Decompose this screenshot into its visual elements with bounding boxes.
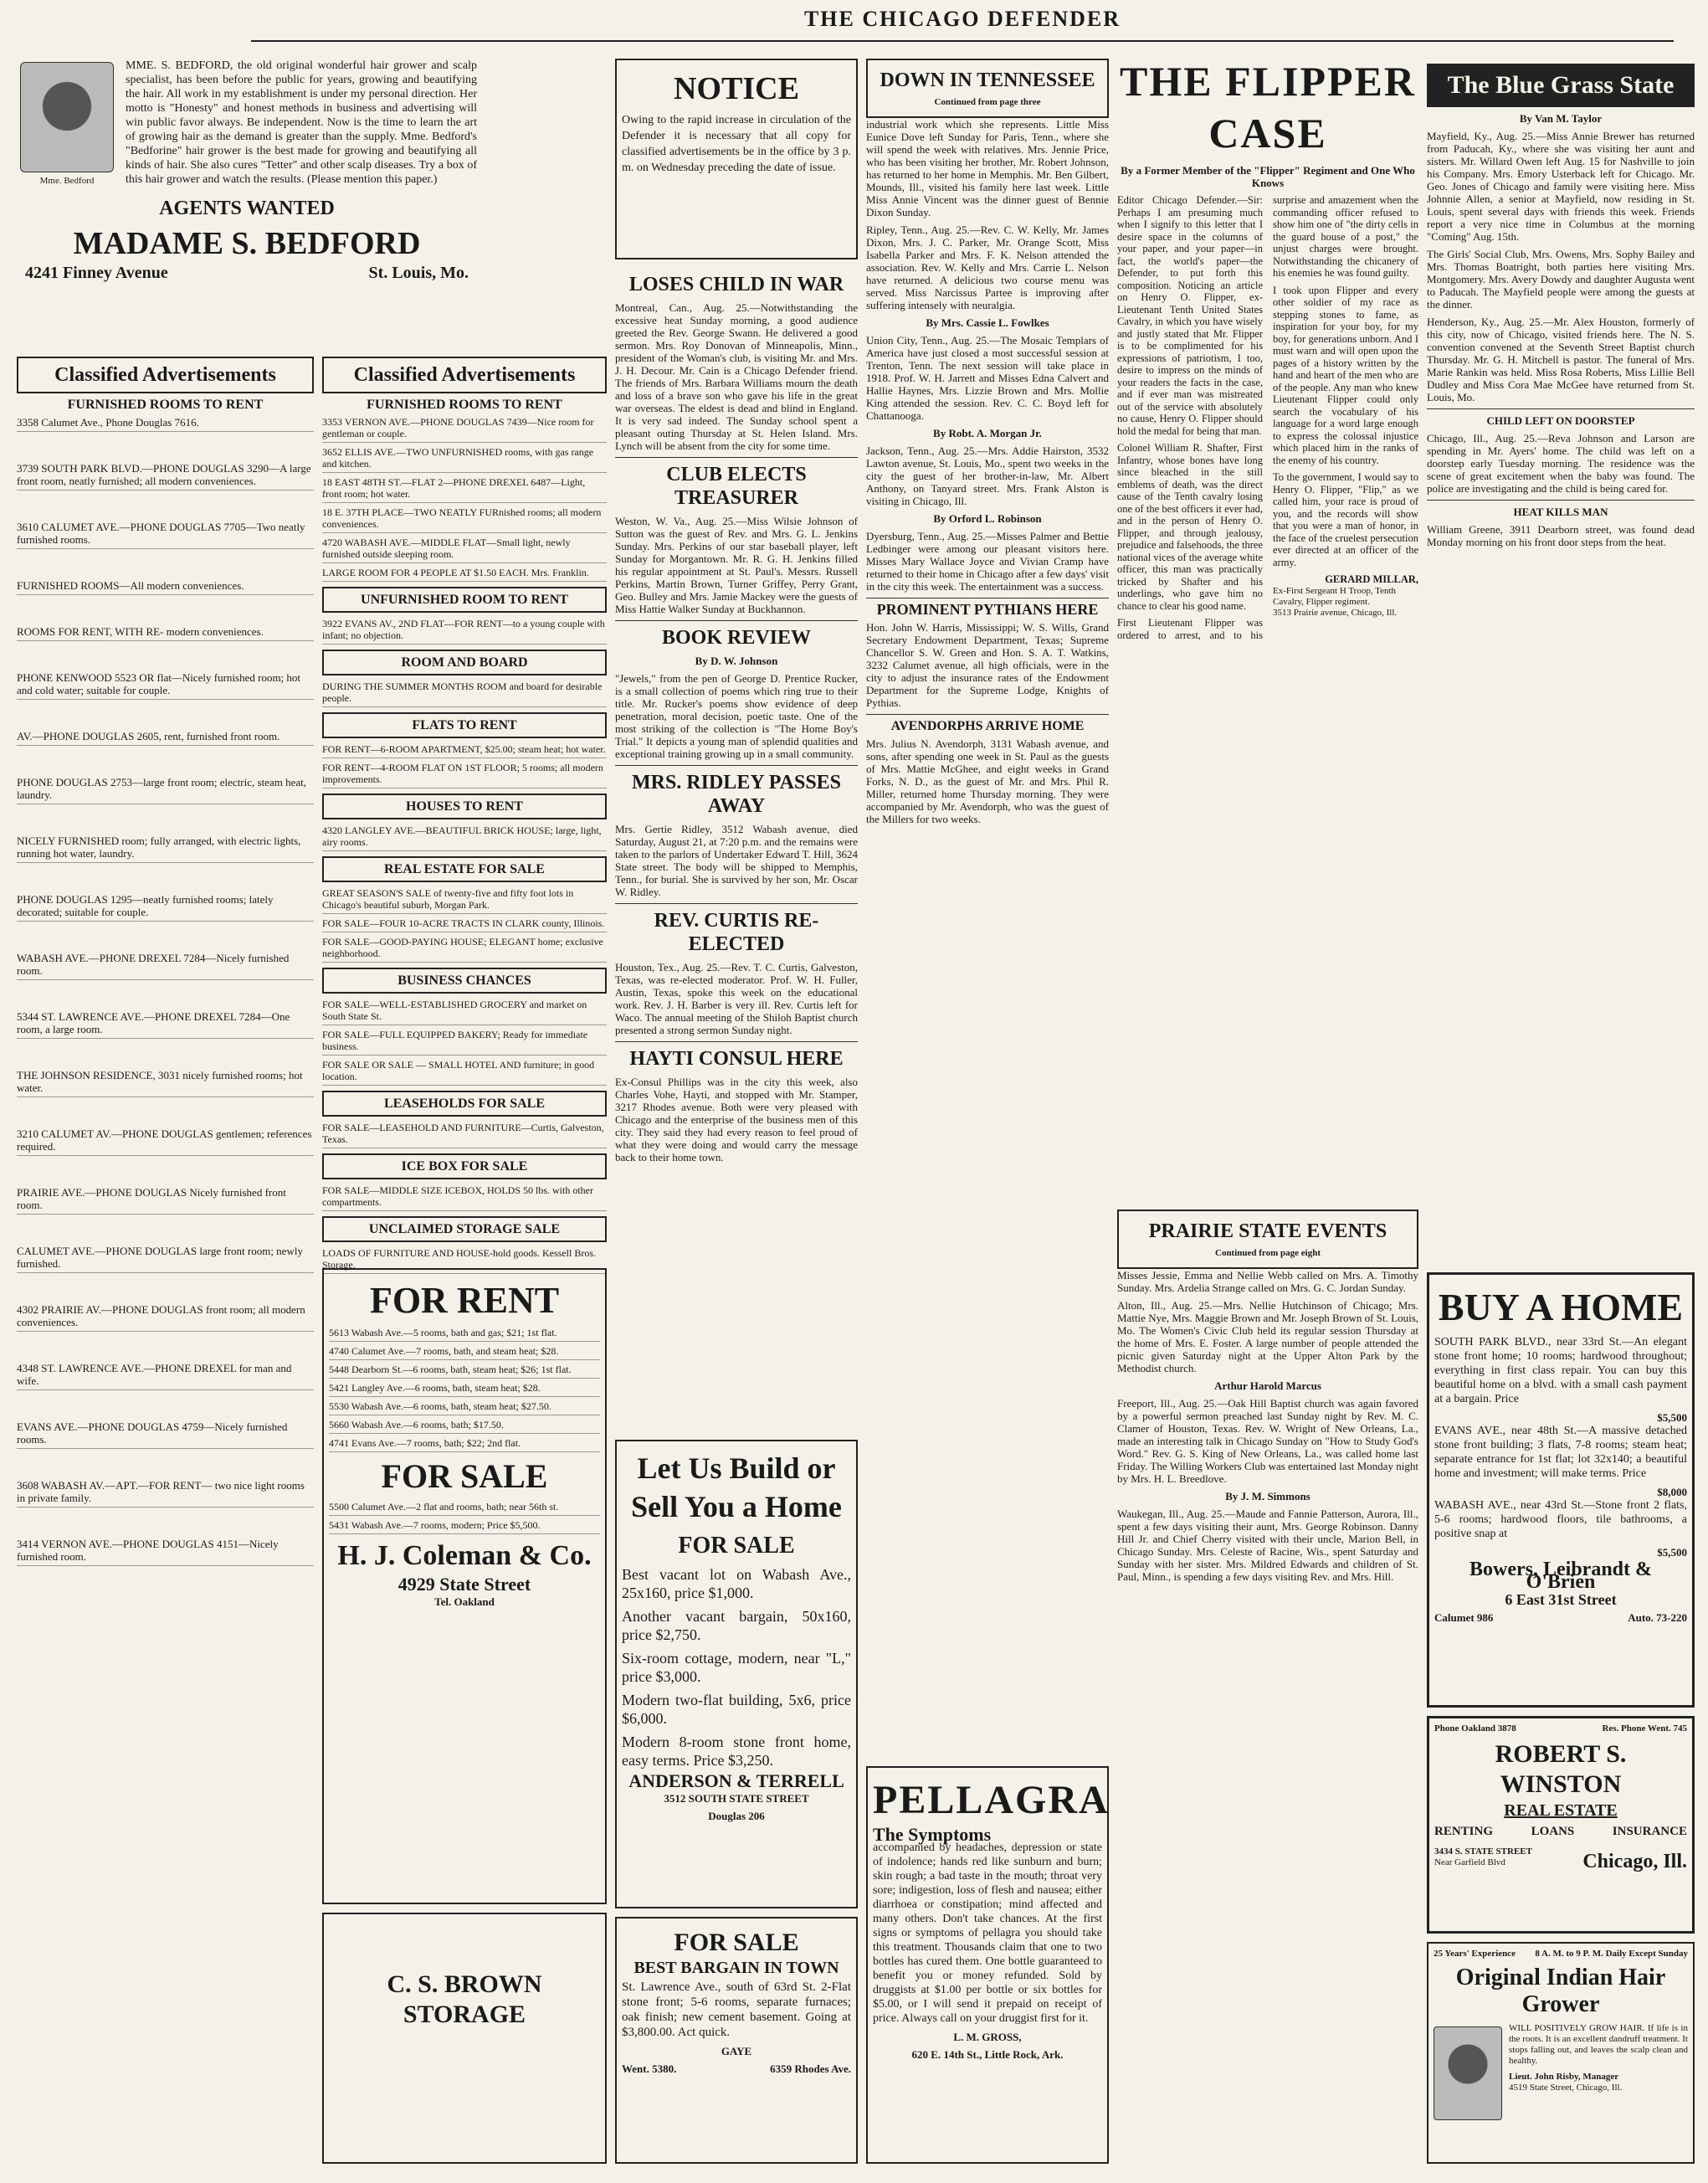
unfurnished-heading: UNFURNISHED ROOM TO RENT bbox=[322, 587, 607, 613]
byline: Arthur Harold Marcus bbox=[1214, 1379, 1321, 1392]
article-text: Alton, Ill., Aug. 25.—Mrs. Nellie Hutchinson of Chicago; Mrs. Mattie Nye, Mrs. Maggie Brown and Mr. Joseph Brown of St. Louis, Mo. The Women's Civic Club held its regular session Thursday at the home of Mrs. E. Foster. A large number of people attended the picnic given Saturday night at the Upper Alton Park by the Methodist church. bbox=[1117, 1299, 1418, 1374]
houses-heading: HOUSES TO RENT bbox=[322, 794, 607, 819]
continued-note: Continued from page eight bbox=[1215, 1248, 1321, 1258]
byline: By Mrs. Cassie L. Fowlkes bbox=[926, 316, 1049, 329]
article-text: Union City, Tenn., Aug. 25.—The Mosaic Templars of America have just closed a most successful session at Trenton, Tenn. The next session will take place in 1918. Prof. W. H. Jarrett and Misses Edna Calvert and Hallie Haynes, Mrs. Lizzie Brown and Mrs. Mollie King attended the session. Rev. C. C. Boyd left for Chattanooga. bbox=[866, 334, 1109, 422]
ad-item: 4348 ST. LAWRENCE AVE.—PHONE DREXEL for man and wife. bbox=[17, 1362, 314, 1390]
headline: LOSES CHILD IN WAR bbox=[628, 274, 844, 295]
article-text: Waukegan, Ill., Aug. 25.—Maude and Fannie Patterson, Aurora, Ill., spent a few days visiting their aunt, Mrs. George Robinson. Danny Hill Jr. and Chief Cherry visited with their uncle, Marion Bell, in Chicago Sunday. Mrs. Celeste of Racine, Wis., spent Saturday and Sunday with her sister. Mrs. Mildred Edwards and children of St. Paul, Minn., is spending a few days visiting Rev. and Mrs. Hill. bbox=[1117, 1508, 1418, 1583]
bedford-ad bbox=[17, 59, 477, 343]
bluegrass-article bbox=[1427, 59, 1695, 1264]
headline: AVENDORPHS ARRIVE HOME bbox=[890, 719, 1085, 733]
article-text: Freeport, Ill., Aug. 25.—Oak Hill Baptist church was again favored by a powerful sermon preached last Sunday night by Rev. M. C. Clamer of Houston, Texas. Rev. W. Wright of New Orleans, La., made an interesting talk in Chicago Sunday on "How to Study God's Word." Rev. G. S. King of New Orleans, La., was called home last Friday. The Willing Workers Club was entertained last Monday night by Mrs. H. L. Breedlove. bbox=[1117, 1397, 1418, 1485]
winston-name: ROBERT S. WINSTON bbox=[1495, 1740, 1627, 1798]
article-text: Henderson, Ky., Aug. 25.—Mr. Alex Houston, formerly of this city, now of Chicago, visited friends here. The N. S. convention convened at the Seventh Street Baptist church Thursday. Mr. G. H. Mitchell is pastor. The funeral of Mrs. Marie Rankin was held. Miss Rosa Roberts, Miss Lillie Bell Dudley and Miss Cora Mae McGee have returned from St. Louis, Mo. bbox=[1427, 316, 1695, 403]
bargain-phone: Went. 5380. bbox=[622, 2062, 677, 2075]
forsale-heading: FOR SALE bbox=[674, 1929, 799, 1956]
winston-city: Chicago, Ill. bbox=[1582, 1851, 1687, 1872]
ad-item: FOR SALE OR SALE — SMALL HOTEL AND furniture; in good location. bbox=[322, 1059, 607, 1086]
ad-item: PHONE KENWOOD 5523 OR flat—Nicely furnished room; hot and cold water; suitable for couple. bbox=[17, 671, 314, 700]
indian-text: WILL POSITIVELY GROW HAIR. If life is in the roots. It is an excellent dandruff treatment. It stops falling out, and leaves the scalp clean and healthy. bbox=[1509, 2023, 1688, 2066]
ad-item: 3210 CALUMET AV.—PHONE DOUGLAS gentlemen; references required. bbox=[17, 1127, 314, 1156]
price: $5,500 bbox=[1657, 1411, 1687, 1424]
ad-item: ROOMS FOR RENT, WITH RE- modern conveniences. bbox=[17, 625, 314, 641]
classified-list-1 bbox=[17, 416, 314, 1566]
article-text: Mayfield, Ky., Aug. 25.—Miss Annie Brewer has returned from Paducah, Ky., where she was visiting her aunt and sisters. Mr. Willard Owen left Aug. 15 for Nashville to join his Company. Mrs. Emory Usterback left for Chicago. Mr. Geo. Jones of Chicago and family were visiting here. Miss Johnnie Allen, a senior at Mayfield, now residing in St. Louis, spent several days with friends this week. Friends report a very nice time in Columbus at the morning "Coming" Aug. 15th. bbox=[1427, 130, 1695, 243]
firm-phone-auto: Auto. 73-220 bbox=[1628, 1611, 1687, 1624]
headline: DOWN IN TENNESSEE bbox=[880, 69, 1095, 91]
ad-item: PHONE DOUGLAS 2753—large front room; electric, steam heat, laundry. bbox=[17, 776, 314, 804]
bedford-text: MME. S. BEDFORD, the old original wonderful hair grower and scalp specialist, has been before the public for years, growing and beautifying the hair. All work in my establishment is under my personal direction. Her motto is "Honesty" and honest methods in business and advertising will win public favor always. Be independent. Now is the time to learn the art of growing hair as the demand is greater than the supply. Mme. Bedford's "Bedforine" hair grower is the best made for growing and beautifying all kinds of hair. She also cures "Tetter" and other scalp diseases. Try a box of this hair grower and watch the results. (Please mention this paper.) bbox=[126, 59, 477, 186]
ad-item: 5344 ST. LAWRENCE AVE.—PHONE DREXEL 7284—One room, a large room. bbox=[17, 1010, 314, 1039]
listing: EVANS AVE., near 48th St.—A massive detached stone front building; 3 flats, 7-8 rooms; steam heat; separate entrance for 1st flat; lot 32x140; a beautiful home and investment; will make terms. Price bbox=[1434, 1425, 1687, 1480]
bargain-sub: BEST BARGAIN IN TOWN bbox=[633, 1959, 839, 1977]
bargain-text: St. Lawrence Ave., south of 63rd St. 2-Flat stone front; 5-6 rooms, separate furnaces; oak finish; new cement basement. Going at $3,800.00. Act quick. bbox=[622, 1980, 851, 2039]
ad-item: 3353 VERNON AVE.—PHONE DOUGLAS 7439—Nice room for gentleman or couple. bbox=[322, 416, 607, 443]
winston-address: 3434 S. STATE STREET bbox=[1434, 1847, 1532, 1857]
storage-heading: UNCLAIMED STORAGE SALE bbox=[322, 1216, 607, 1242]
ad-title: Sell You a Home bbox=[631, 1490, 842, 1523]
classified-header-1: Classified Advertisements bbox=[17, 357, 314, 393]
ad-item: EVANS AVE.—PHONE DOUGLAS 4759—Nicely furnished rooms. bbox=[17, 1420, 314, 1449]
forrent-heading: FOR RENT bbox=[369, 1280, 560, 1321]
listing: Best vacant lot on Wabash Ave., 25x160, price $1,000. bbox=[622, 1566, 851, 1601]
ad-item: LARGE ROOM FOR 4 PEOPLE AT $1.50 EACH. Mrs. Franklin. bbox=[322, 567, 607, 582]
byline: By J. M. Simmons bbox=[1225, 1490, 1310, 1502]
winston-near: Near Garfield Blvd bbox=[1434, 1857, 1505, 1867]
winston-phone: Phone Oakland 3878 bbox=[1434, 1723, 1516, 1734]
ad-item: GREAT SEASON'S SALE of twenty-five and fifty foot lots in Chicago's beautiful suburb, Morgan Park. bbox=[322, 887, 607, 914]
article-text: Misses Jessie, Emma and Nellie Webb called on Mrs. A. Timothy Sunday. Mrs. Ardelia Strange called on Mrs. G. C. Jordan Sunday. bbox=[1117, 1269, 1418, 1294]
ad-item: 4720 WABASH AVE.—MIDDLE FLAT—Small light, newly furnished outside sleeping room. bbox=[322, 537, 607, 563]
listing: Modern 8-room stone front home, easy terms. Price $3,250. bbox=[622, 1734, 851, 1769]
continued-note: Continued from page three bbox=[934, 97, 1041, 107]
news-col-4 bbox=[866, 59, 1109, 1758]
classified-header-2: Classified Advertisements bbox=[322, 357, 607, 393]
ad-item: FOR SALE—FULL EQUIPPED BAKERY; Ready for immediate business. bbox=[322, 1029, 607, 1056]
ad-item: FURNISHED ROOMS—All modern conveniences. bbox=[17, 579, 314, 595]
pellagra-address: 620 E. 14th St., Little Rock, Ark. bbox=[911, 2048, 1064, 2061]
ad-item: 3739 SOUTH PARK BLVD.—PHONE DOUGLAS 3290—A large front room, neatly furnished; all modern conveniences. bbox=[17, 462, 314, 491]
buyhome-title: BUY A HOME bbox=[1438, 1286, 1684, 1328]
notice-title: NOTICE bbox=[674, 71, 799, 106]
headline: PRAIRIE STATE EVENTS bbox=[1148, 1220, 1387, 1242]
listing: Modern two-flat building, 5x6, price $6,000. bbox=[622, 1692, 851, 1727]
rent-item: 5613 Wabash Ave.—5 rooms, bath and gas; $21; 1st flat. bbox=[329, 1327, 600, 1342]
ad-item: CALUMET AVE.—PHONE DOUGLAS large front room; newly furnished. bbox=[17, 1245, 314, 1273]
rent-item: 5448 Dearborn St.—6 rooms, bath, steam heat; $26; 1st flat. bbox=[329, 1364, 600, 1379]
byline: By Robt. A. Morgan Jr. bbox=[933, 427, 1042, 439]
headline: HEAT KILLS MAN bbox=[1513, 506, 1608, 518]
bargain-name: GAYE bbox=[721, 2045, 752, 2057]
indian-title: Original Indian Hair Grower bbox=[1455, 1965, 1666, 2017]
ad-item: DURING THE SUMMER MONTHS ROOM and board for desirable people. bbox=[322, 681, 607, 707]
pellagra-title: PELLAGRA bbox=[873, 1778, 1110, 1822]
pellagra-ad bbox=[866, 1766, 1109, 2164]
bedford-address: 4241 Finney Avenue bbox=[25, 264, 168, 282]
indian-address: 4519 State Street, Chicago, Ill. bbox=[1509, 2083, 1623, 2093]
indian-hair-ad bbox=[1427, 1942, 1695, 2164]
flipper-title: THE FLIPPER CASE bbox=[1120, 58, 1416, 157]
ad-item: 3610 CALUMET AVE.—PHONE DOUGLAS 7705—Two neatly furnished rooms. bbox=[17, 521, 314, 549]
winston-ad bbox=[1427, 1716, 1695, 1934]
firm-phone: Calumet 986 bbox=[1434, 1611, 1494, 1624]
pellagra-name: L. M. GROSS, bbox=[953, 2031, 1022, 2043]
listing: SOUTH PARK BLVD., near 33rd St.—An elegant stone front home; 10 rooms; hardwood throughout; everything in first class repair. You can buy this beautiful home on a blvd. with a small cash payment at a bargain. Price bbox=[1434, 1336, 1687, 1405]
rent-item: 5530 Wabash Ave.—6 rooms, bath, steam heat; $27.50. bbox=[329, 1400, 600, 1415]
flipper-sig-address: 3513 Prairie avenue, Chicago, Ill. bbox=[1273, 607, 1398, 618]
price: $5,500 bbox=[1657, 1546, 1687, 1559]
article-text: William Greene, 3911 Dearborn street, was found dead Monday morning on his front door steps from the heat. bbox=[1427, 523, 1695, 548]
leaseholds-heading: LEASEHOLDS FOR SALE bbox=[322, 1091, 607, 1117]
furnished-heading-2: FURNISHED ROOMS TO RENT bbox=[367, 398, 562, 412]
best-bargain-ad bbox=[615, 1917, 858, 2164]
ad-item: FOR SALE—FOUR 10-ACRE TRACTS IN CLARK county, Illinois. bbox=[322, 917, 607, 932]
ad-item: PHONE DOUGLAS 1295—neatly furnished rooms; lately decorated; suitable for couple. bbox=[17, 893, 314, 922]
article-text: Ex-Consul Phillips was in the city this week, also Charles Vohe, Hayti, and stopped with Mr. Stamper, 3217 Rhodes avenue. Both were very pleased with Chicago and the enterprise of the business men of this city. They said they had every reason to feel proud of what they were doing and would carry the message back to their home town. bbox=[615, 1076, 858, 1163]
article-text: I took upon Flipper and every other soldier of my race as stepping stones to fame, as inspiration for your boy, for my boy, for generations unborn. And I must warn and will open upon the pages of a history written by the hand and heart of the men who are of the people. Any man who knew Lieutenant Flipper could only search the vocabulary of his language for a word large enough to express the colossal injustice which placed him in the ranks of the enemy of his country. bbox=[1273, 284, 1418, 466]
headline: CLUB ELECTS TREASURER bbox=[666, 464, 807, 509]
indian-hours: 8 A. M. to 9 P. M. Daily Except Sunday bbox=[1535, 1949, 1688, 1959]
article-text: Colonel William R. Shafter, First Infantry, whose bones have long since bleached in the still emblems of death, was the direct cause of the Tenth cavalry losing one of the best officers it ever had, and in the person of Henry O. Flipper, and through jealousy, prejudice and falsehoods, the three national vices of the average white officer, this man was practically tricked by Shafter and his underlings, who gave him no chance to clear his good name. bbox=[1117, 442, 1263, 612]
bedford-city: St. Louis, Mo. bbox=[368, 264, 469, 282]
forsale-heading: FOR SALE bbox=[381, 1457, 548, 1495]
pellagra-text: accompanied by headaches, depression or state of indolence; hands red like sunburn and burn; skin rough; a bad taste in the mouth; throat very sore; indigestion, loss of flesh and nausea; either diarrhoea or constipation; mind affected and many others. Don't take chances. At the first signs or symptoms of pellagra you should take this treatment. Thousands claim that one to two bottles has cured them. One bottle guaranteed to benefit you or money refunded. Sold by druggists at $1.00 per bottle or six bottles for $5.00, or I will send it prepaid on receipt of price. Always call on your druggist first for it. bbox=[873, 1841, 1102, 2025]
indian-experience: 25 Years' Experience bbox=[1434, 1949, 1516, 1959]
classified-col-1 bbox=[17, 352, 314, 2160]
article-text: Weston, W. Va., Aug. 25.—Miss Wilsie Johnson of Sutton was the guest of Rev. and Mrs. G. L. Jenkins Sunday. Mrs. Perkins of our star baseball player, left Sunday for Morgantown. Mr. R. G. H. Jenkins filled his regular appointment at St. Paul's. Messrs. Russell Perkins, Martin Brown, Turner Griffey, Perry Grant, Geo. Bulley and Mrs. Jamie Mackey were the guests of Miss Hattie Walker Sunday at Buckhannon. bbox=[615, 515, 858, 615]
indian-name: Lieut. John Risby, Manager bbox=[1509, 2072, 1619, 2082]
notice-text: Owing to the rapid increase in circulation of the Defender it is necessary that all copy for classified advertisements be in the office by 3 p. m. on Wednesday preceding the date of issue. bbox=[622, 114, 851, 174]
flipper-signature: GERARD MILLAR, bbox=[1325, 573, 1418, 585]
classified-col-2 bbox=[322, 352, 607, 1271]
headline: REV. CURTIS RE-ELECTED bbox=[654, 910, 819, 955]
winston-renting: RENTING bbox=[1434, 1825, 1494, 1838]
ad-item: 3414 VERNON AVE.—PHONE DOUGLAS 4151—Nicely furnished room. bbox=[17, 1538, 314, 1566]
article-text: Dyersburg, Tenn., Aug. 25.—Misses Palmer and Bettie Ledbinger were among our pleasant visitors here. Misses Mary Wallace Joyce and Vivian Cramp have returned to their home in Chicago after a few days' visit in the city this week. The entertainment was a success. bbox=[866, 530, 1109, 593]
sale-item: 5500 Calumet Ave.—2 flat and rooms, bath; near 56th st. bbox=[329, 1501, 600, 1516]
realestate-heading: REAL ESTATE FOR SALE bbox=[322, 856, 607, 882]
ad-item: FOR RENT—6-ROOM APARTMENT, $25.00; steam heat; hot water. bbox=[322, 743, 607, 758]
rent-item: 4741 Evans Ave.—7 rooms, bath; $22; 2nd flat. bbox=[329, 1437, 600, 1452]
ad-item: THE JOHNSON RESIDENCE, 3031 nicely furnished rooms; hot water. bbox=[17, 1069, 314, 1097]
ad-item: FOR SALE—WELL-ESTABLISHED GROCERY and market on South State St. bbox=[322, 999, 607, 1025]
article-text: Montreal, Can., Aug. 25.—Notwithstanding the excessive heat Sunday morning, a good audience greeted the Rev. George Swann. He delivered a good sermon. Mrs. Roy Donovan of Minneapolis, Minn., president of the Woman's club, is visiting Mr. and Mrs. J. H. Decour. Mr. Cain is a Chicago Defender friend. The friends of Mrs. Barbara Williams mourn the death and loss of a brave son who gave his life in the great war overseas. The eldest is dead and blind in England. It is very sad indeed. The Sunday school spent a pleasant outing Thursday at St. Helen Island. Mrs. Lynch will be absent from the city for some time. bbox=[615, 301, 858, 452]
ad-item: AV.—PHONE DOUGLAS 2605, rent, furnished front room. bbox=[17, 730, 314, 746]
rent-item: 4740 Calumet Ave.—7 rooms, bath, and steam heat; $28. bbox=[329, 1345, 600, 1360]
ad-item: PRAIRIE AVE.—PHONE DOUGLAS Nicely furnished front room. bbox=[17, 1186, 314, 1215]
ad-item: 3608 WABASH AV.—APT.—FOR RENT— two nice light rooms in private family. bbox=[17, 1479, 314, 1508]
article-text: Chicago, Ill., Aug. 25.—Reva Johnson and Larson are spending in Mr. Ayers' home. The child was left on a doorstep early Tuesday morning. The residence was the scene of great excitement when the baby was found. The police are investigating and the child is being cared for. bbox=[1427, 432, 1695, 495]
ad-item: 3358 Calumet Ave., Phone Douglas 7616. bbox=[17, 416, 314, 432]
sale-item: 5431 Wabash Ave.—7 rooms, modern; Price $5,500. bbox=[329, 1519, 600, 1534]
article-text: Mrs. Gertie Ridley, 3512 Wabash avenue, died Saturday, August 21, at 7:20 p.m. and the remains were taken to the parlors of Undertaker Edward T. Hill, 3624 State street. The body will be shipped to Memphis, Tenn., for burial. She is survived by her son, Mr. Oscar W. Ridley. bbox=[615, 823, 858, 898]
firm-name: ANDERSON & TERRELL bbox=[628, 1770, 844, 1791]
ad-item: 4302 PRAIRIE AV.—PHONE DOUGLAS front room; all modern conveniences. bbox=[17, 1303, 314, 1332]
article-text: Jackson, Tenn., Aug. 25.—Mrs. Addie Hairston, 3532 Lawton avenue, St. Louis, Mo., spent two weeks in the city the guest of her brother-in-law, Mr. Albert Anthony, on Tanyard street. Mrs. Frank Alston is visiting in Chicago, Ill. bbox=[866, 444, 1109, 507]
article-text: Hon. John W. Harris, Mississippi; W. S. Wills, Grand Secretary Endowment Department, Texas; Supreme Chancellor S. W. Green and Hon. S. A. T. Watkins, 3232 Calumet avenue, all high officials, were in the city to adjust the insurance rates of the Endowment Department for the Supreme Lodge, Knights of Pythias. bbox=[866, 621, 1109, 709]
byline: By Van M. Taylor bbox=[1519, 112, 1603, 125]
board-heading: ROOM AND BOARD bbox=[322, 650, 607, 675]
firm-address: 6 East 31st Street bbox=[1505, 1591, 1617, 1608]
bedford-agents: AGENTS WANTED bbox=[159, 198, 335, 219]
article-text: Editor Chicago Defender.—Sir: Perhaps I am presuming much when I signify to this letter that I desire space in the columns of your paper, and your paper—in fact, the world's paper—the Defender, to put forth this composition. Noticing an article on Henry O. Flipper, ex-Lieutenant Tenth United States Cavalry, in which you have wisely and justly stated that Mr. Flipper is to be complimented for his expressions of patriotism, I too, desire to impress on the minds of your readers the facts in the case, and if ever man was mistreated out of the service with absolutely no cause, Henry O. Flipper should hold the medal for being that man. bbox=[1117, 194, 1263, 437]
firm-address: 3512 SOUTH STATE STREET bbox=[664, 1792, 809, 1805]
rent-item: 5660 Wabash Ave.—6 rooms, bath; $17.50. bbox=[329, 1419, 600, 1434]
brown-name: C. S. BROWN STORAGE bbox=[387, 1970, 542, 2028]
buy-home-ad bbox=[1427, 1272, 1695, 1708]
portrait-image bbox=[1434, 2026, 1502, 2120]
byline: By Orford L. Robinson bbox=[933, 512, 1042, 525]
article-text: First Lieutenant Flipper was ordered to arrest, and to his surprise and amazement when the commanding officer refused to show him one of "the dirty cells in the guard house of a post," the unjust charges were brought. Notwithstanding the chicanery of his enemies he was found guilty. bbox=[1117, 194, 1418, 641]
flipper-article bbox=[1117, 50, 1418, 1205]
ad-item: LOADS OF FURNITURE AND HOUSE-hold goods. Kessell Bros. Storage. bbox=[322, 1247, 607, 1274]
winston-loans: LOANS bbox=[1531, 1825, 1575, 1838]
ad-item: NICELY FURNISHED room; fully arranged, with electric lights, running hot water, laundry. bbox=[17, 835, 314, 863]
prairie-article bbox=[1117, 1210, 1418, 2164]
coleman-ad bbox=[322, 1268, 607, 1904]
price: $8,000 bbox=[1657, 1486, 1687, 1498]
article-text: Mrs. Julius N. Avendorph, 3131 Wabash avenue, and sons, after spending one week in St. Paul as the guests of Mrs. Mattie McGhee, and eight weeks in Grand Forks, N. D., as the guest of Mr. and Mrs. Phil R. Miller, returned home Thursday morning. They were accompanied by Mr. Avendorph, who was the guest of the Millers for two weeks. bbox=[866, 737, 1109, 825]
listing: Six-room cottage, modern, near "L," price $3,000. bbox=[622, 1650, 851, 1685]
flipper-byline: By a Former Member of the "Flipper" Regiment and One Who Knows bbox=[1121, 164, 1415, 189]
coleman-name: H. J. Coleman & Co. bbox=[337, 1540, 592, 1571]
headline: CHILD LEFT ON DOORSTEP bbox=[1486, 414, 1635, 427]
brown-storage-ad bbox=[322, 1913, 607, 2164]
forsale-heading: FOR SALE bbox=[678, 1533, 795, 1559]
notice-box bbox=[615, 59, 858, 259]
ad-item: FOR RENT—4-ROOM FLAT ON 1ST FLOOR; 5 rooms; all modern improvements. bbox=[322, 762, 607, 788]
bargain-address: 6359 Rhodes Ave. bbox=[770, 2062, 851, 2075]
icebox-heading: ICE BOX FOR SALE bbox=[322, 1153, 607, 1179]
ad-item: FOR SALE—MIDDLE SIZE ICEBOX, HOLDS 50 lbs. with other compartments. bbox=[322, 1184, 607, 1211]
article-text: industrial work which she represents. Little Miss Eunice Dove left Sunday for Paris, Tenn., where she will spend the week with relatives. Mrs. Jennie Price, who has been visiting her brother, Mr. Robert Johnson, has returned to her home in Memphis. Mr. Ben Gilbert, Mounds, Ill., visited his family here last week. Little Miss Annie Vincent was the dinner guest of Bennie Dixon Sunday. bbox=[866, 118, 1109, 218]
flats-heading: FLATS TO RENT bbox=[322, 712, 607, 738]
business-heading: BUSINESS CHANCES bbox=[322, 968, 607, 994]
pellagra-sub: The Symptoms bbox=[873, 1824, 992, 1845]
ad-item: 4320 LANGLEY AVE.—BEAUTIFUL BRICK HOUSE; large, light, airy rooms. bbox=[322, 824, 607, 851]
firm-phone: Douglas 206 bbox=[708, 1810, 765, 1822]
bedford-name: MADAME S. BEDFORD bbox=[73, 226, 421, 261]
listing: Another vacant bargain, 50x160, price $2,750. bbox=[622, 1608, 851, 1643]
byline: By D. W. Johnson bbox=[695, 655, 778, 667]
portrait-caption: Mme. Bedford bbox=[39, 176, 95, 186]
anderson-terrell-ad bbox=[615, 1440, 858, 1908]
coleman-phone: Tel. Oakland bbox=[434, 1595, 495, 1608]
ad-item: WABASH AVE.—PHONE DREXEL 7284—Nicely furnished room. bbox=[17, 952, 314, 980]
flipper-sig-line: Ex-First Sergeant H Troop, Tenth Cavalry, Flipper regiment. bbox=[1273, 585, 1397, 607]
ad-title: Let Us Build or bbox=[637, 1451, 836, 1485]
headline: MRS. RIDLEY PASSES AWAY bbox=[631, 772, 842, 817]
portrait-image bbox=[20, 62, 114, 172]
article-text: "Jewels," from the pen of George D. Prentice Rucker, is a small collection of poems which ring true to their title. Mr. Rucker's poems show evidence of deep penetration, moral decision, poetic taste. One of the most striking of the collection is "The Home Boy's Trial." It depicts a young man of splendid qualities and exceptional training growing up in a small community. bbox=[615, 672, 858, 760]
headline: HAYTI CONSUL HERE bbox=[629, 1048, 844, 1070]
ad-item: FOR SALE—GOOD-PAYING HOUSE; ELEGANT home; exclusive neighborhood. bbox=[322, 936, 607, 963]
ad-item: 3652 ELLIS AVE.—TWO UNFURNISHED rooms, with gas range and kitchen. bbox=[322, 446, 607, 473]
winston-insurance: INSURANCE bbox=[1612, 1825, 1687, 1838]
ad-item: 3922 EVANS AV., 2ND FLAT—FOR RENT—to a young couple with infant; no objection. bbox=[322, 618, 607, 645]
headline: PROMINENT PYTHIANS HERE bbox=[876, 601, 1099, 618]
winston-sub: REAL ESTATE bbox=[1504, 1801, 1618, 1820]
article-text: To the government, I would say to Henry O. Flipper, "Flip," as we called him, your race is proud of you, and the records will show that you were a man of honor, in the face of the cruelest persecution ever directed at an officer of the army. bbox=[1273, 471, 1418, 568]
bluegrass-title: The Blue Grass State bbox=[1427, 64, 1695, 107]
article-text: The Girls' Social Club, Mrs. Owens, Mrs. Sophy Bailey and Mrs. Thomas Boatright, both parties here visiting Mrs. Montgomery. Mrs. Avery Dowdy and daughter Augusta went to Paducah. The Mayfield people were among the guests at the dinner. bbox=[1427, 248, 1695, 311]
coleman-address: 4929 State Street bbox=[398, 1574, 531, 1595]
firm-name: Bowers, Leibrandt & O'Brien bbox=[1469, 1559, 1652, 1593]
headline: BOOK REVIEW bbox=[661, 627, 812, 649]
ad-item: FOR SALE—LEASEHOLD AND FURNITURE—Curtis, Galveston, Texas. bbox=[322, 1122, 607, 1148]
masthead: THE CHICAGO DEFENDER bbox=[251, 7, 1674, 42]
ad-item: 18 E. 37TH PLACE—TWO NEATLY FURnished rooms; all modern conveniences. bbox=[322, 506, 607, 533]
article-text: Houston, Tex., Aug. 25.—Rev. T. C. Curtis, Galveston, Texas, was re-elected moderator. Prof. W. H. Fuller, Austin, Texas, spoke this week on the educational work. Rev. J. H. Barber is very ill. Rev. Curtis left for Waco. The annual meeting of the Shiloh Baptist church presented a strong sermon Sunday night. bbox=[615, 961, 858, 1036]
article-text: Ripley, Tenn., Aug. 25.—Rev. C. W. Kelly, Mr. James Dixon, Mrs. J. C. Parker, Mr. Orange Scott, Miss Isabella Parker and Mrs. F. K. Nelson attended the association. Rev. W. Kelly and Mrs. Carrie L. Nelson have returned. A delicious two course menu was served. Miss Narcissus Partee is improving after suffering intensely with neuralgia. bbox=[866, 223, 1109, 311]
ad-item: 18 EAST 48TH ST.—FLAT 2—PHONE DREXEL 6487—Light, front room; hot water. bbox=[322, 476, 607, 503]
furnished-heading-1: FURNISHED ROOMS TO RENT bbox=[67, 398, 264, 412]
winston-res-phone: Res. Phone Went. 745 bbox=[1602, 1723, 1687, 1734]
listing: WABASH AVE., near 43rd St.—Stone front 2 flats, 5-6 rooms; hardwood floors, tile bathrooms, a positive snap at bbox=[1434, 1499, 1687, 1540]
rent-item: 5421 Langley Ave.—6 rooms, bath, steam heat; $28. bbox=[329, 1382, 600, 1397]
